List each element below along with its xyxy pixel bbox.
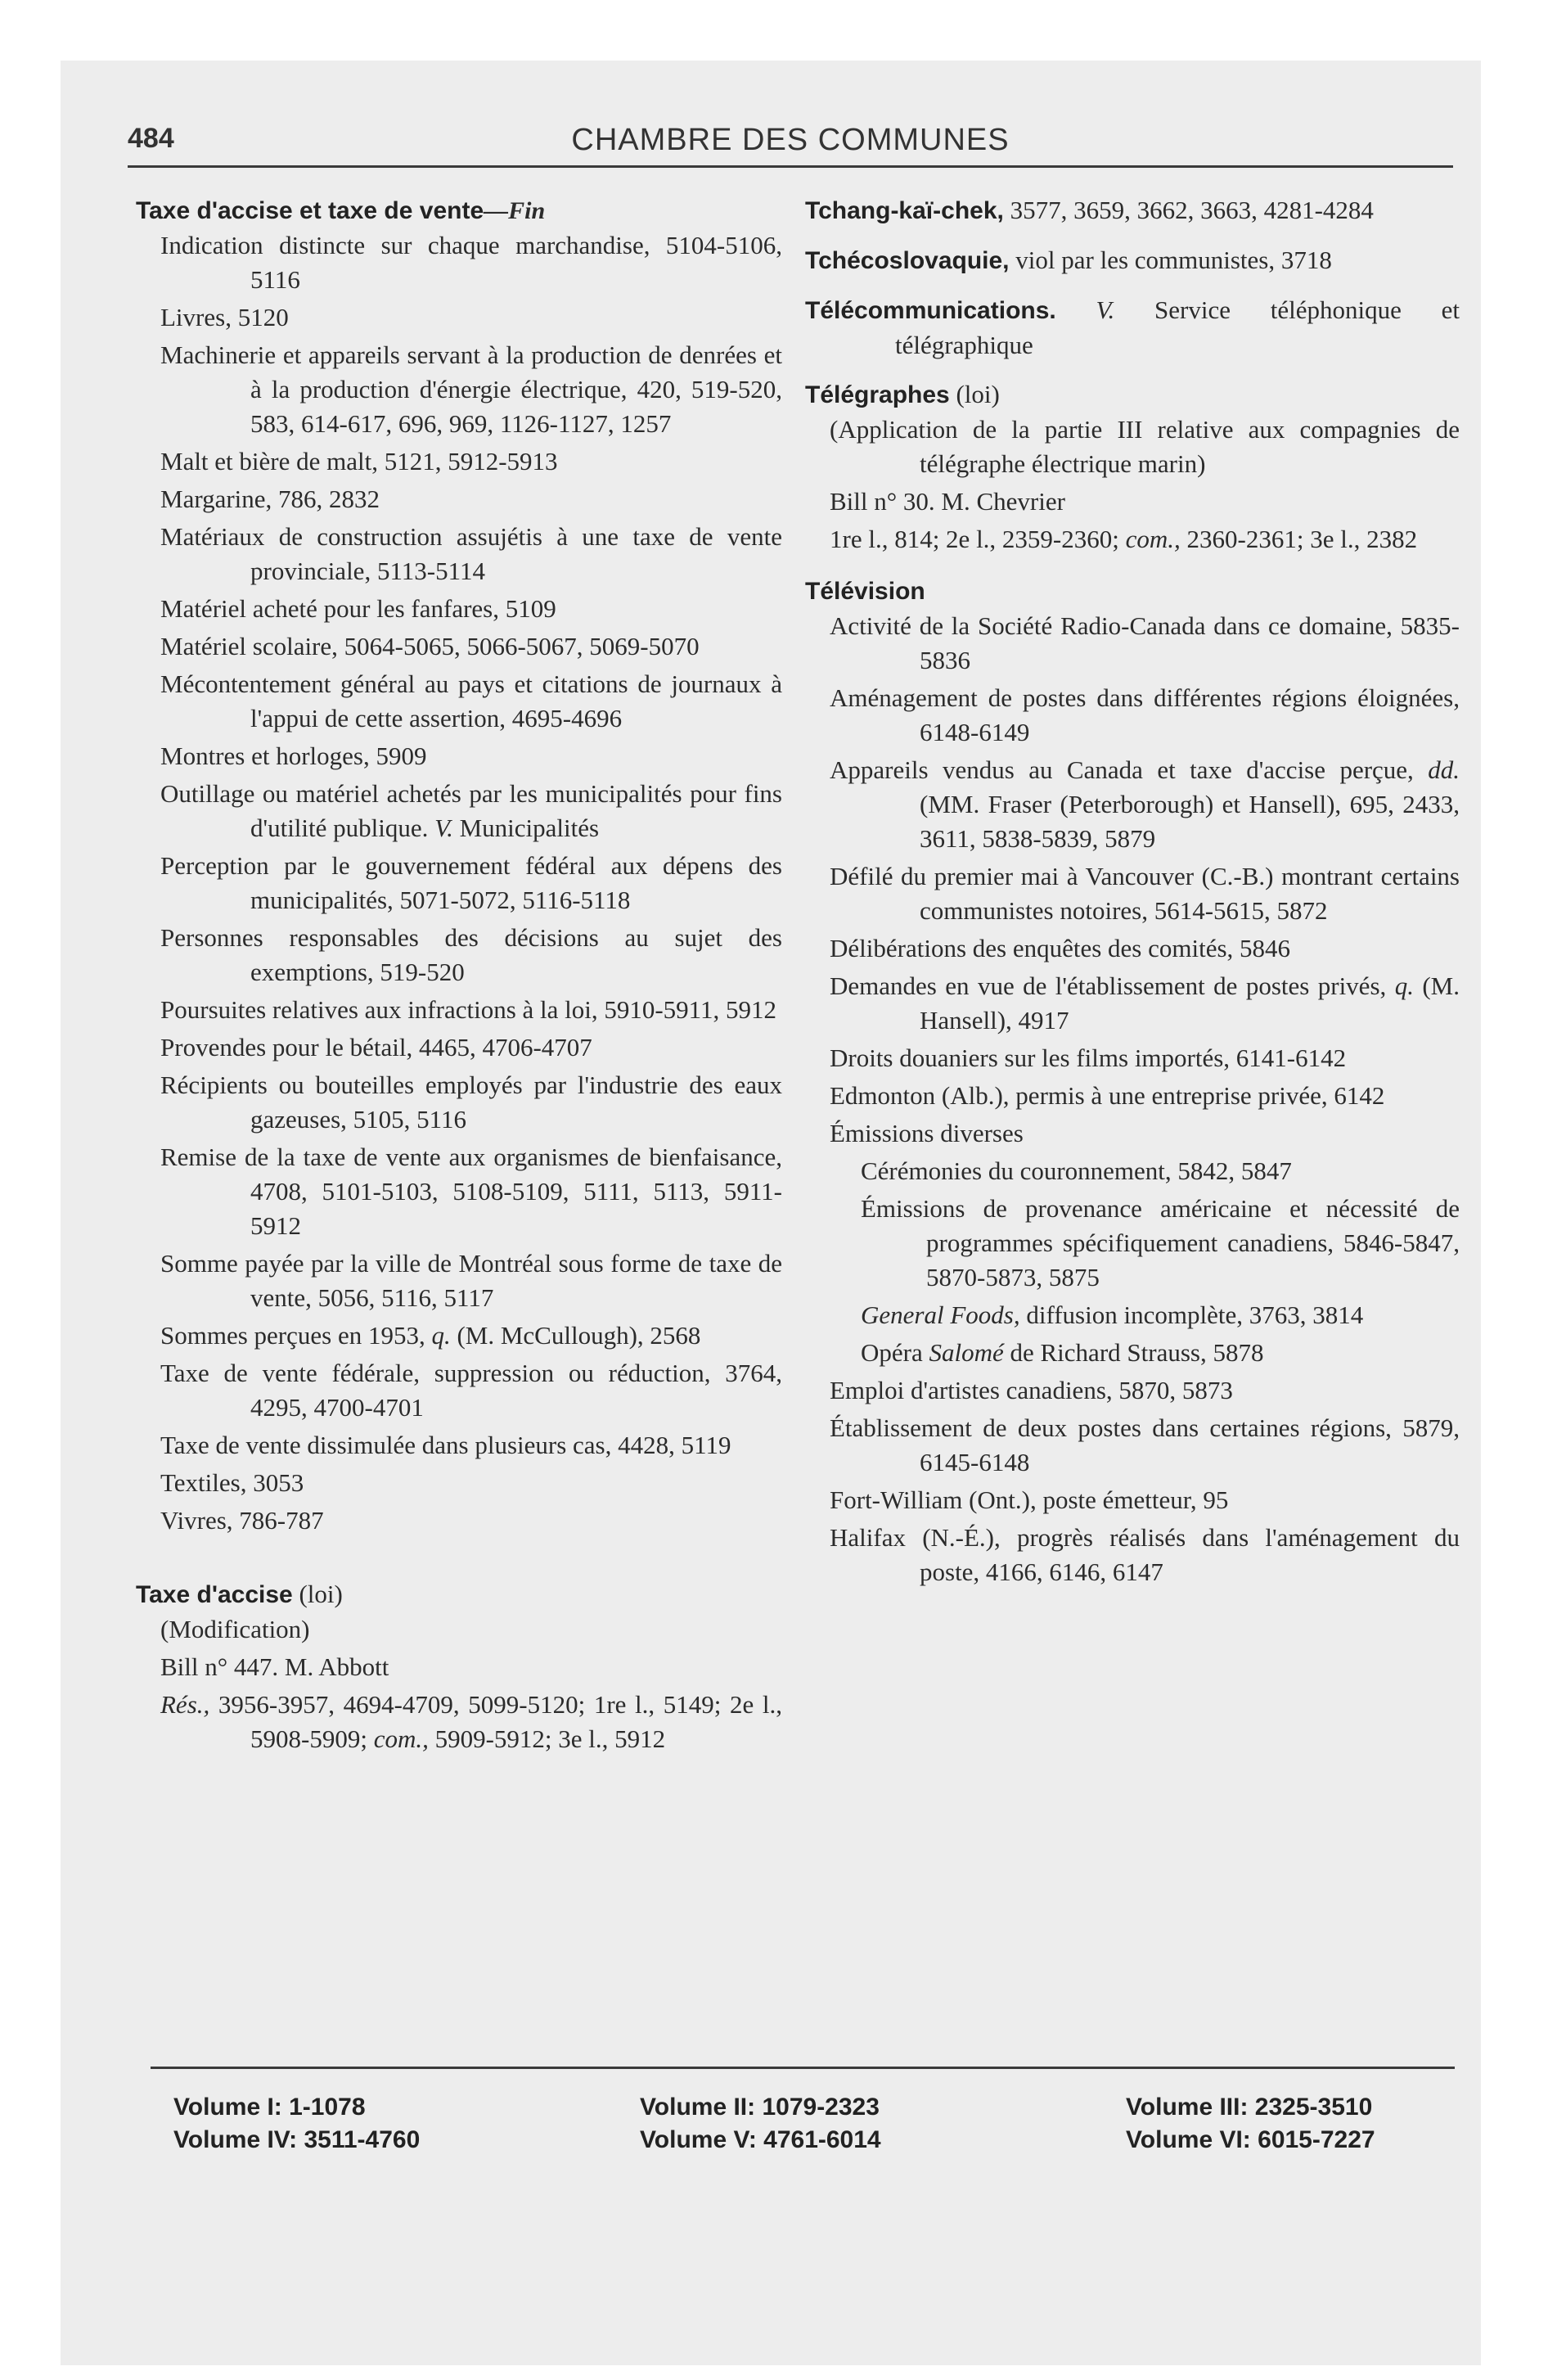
sub-entry-opera [861,1336,1460,1370]
volume-range: Volume V: 4761-6014 [640,2126,881,2153]
application-note: (Application de la partie III relative aux compagnies de télégraphe électrique marin) [830,415,1460,478]
volume-range: Volume IV: 3511-4760 [173,2126,421,2153]
index-entry: Edmonton (Alb.), permis à une entreprise privée, 6142 [830,1081,1385,1110]
heading-text: Tchang-kaï-chek, [805,197,1004,224]
page-number: 484 [128,123,174,154]
heading-text: Taxe d'accise et taxe de vente [136,197,484,224]
index-entry: Taxe de vente fédérale, suppression ou réduction, 3764, 4295, 4700-4701 [160,1359,782,1422]
index-entry-outillage [160,777,782,845]
heading-entry-telecom [805,293,1460,363]
section-heading-taxe-accise-vente [136,193,782,228]
volume-range: Volume II: 1079-2323 [640,2094,880,2121]
entry-text-rest: de Richard Strauss, 5878 [1010,1338,1264,1367]
index-entry: Délibérations des enquêtes des comités, 5846 [830,934,1291,962]
heading-telegraphes [805,377,1460,412]
section-gap [136,1541,782,1577]
left-column [136,193,782,1760]
readings-text: 1re l., 814; 2e l., 2359-2360; [830,525,1119,553]
committee-label: com., [373,1724,429,1753]
entry-text-rest: (M. Hansell), 4917 [920,971,1460,1034]
bill-line: Bill n° 447. M. Abbott [160,1652,389,1681]
volume-range: Volume I: 1-1078 [173,2094,366,2121]
index-entry: Margarine, 786, 2832 [160,485,380,513]
right-column [805,193,1460,1593]
heading-text: Télégraphes [805,381,950,408]
program-title: General Foods, [861,1300,1020,1329]
index-entry: Matériel acheté pour les fanfares, 5109 [160,594,556,623]
index-entry: Droits douaniers sur les films importés, 6141-6142 [830,1044,1347,1072]
entry-text: Appareils vendus au Canada et taxe d'accise perçue, [830,755,1414,784]
question-marker: q. [431,1321,451,1350]
heading-text: Taxe d'accise [136,1581,293,1608]
index-entry: Poursuites relatives aux infractions à la loi, 5910-5911, 5912 [160,995,777,1024]
index-entry: Textiles, 3053 [160,1468,304,1497]
index-entry: Établissement de deux postes dans certaines régions, 5879, 6145-6148 [830,1413,1460,1476]
index-entry: Matériaux de construction assujétis à une taxe de vente provinciale, 5113-5114 [160,522,782,585]
see-reference: Municipalités [459,814,600,842]
index-entry: Malt et bière de malt, 5121, 5912-5913 [160,447,558,476]
heading-continuation: —Fin [484,197,546,224]
committee-label: com., [1125,525,1181,553]
heading-suffix: (loi) [299,1580,343,1608]
index-entry: Activité de la Société Radio-Canada dans ce domaine, 5835-5836 [830,611,1460,674]
index-entry: Somme payée par la ville de Montréal sous forme de taxe de vente, 5056, 5116, 5117 [160,1249,782,1312]
index-entry: Machinerie et appareils servant à la production de denrées et à la production d'énergie électrique, 420, 519-520, 583, 614-617, 696, 969, 1126-1127, 1257 [160,340,782,438]
index-entry: Taxe de vente dissimulée dans plusieurs cas, 4428, 5119 [160,1431,731,1459]
dd-marker: dd. [1428,755,1460,784]
spacer [805,228,1460,243]
sub-entry: Émissions de provenance américaine et nécessité de programmes spécifiquement canadiens, 5846-5847, 5870-5873, 5875 [861,1194,1460,1291]
running-title: CHAMBRE DES COMMUNES [571,123,1010,157]
sub-entry-general-foods [861,1298,1460,1332]
entry-text: Service téléphonique et télégraphique [895,295,1460,359]
entry-text: Opéra [861,1338,923,1367]
index-entry: Défilé du premier mai à Vancouver (C.-B.) montrant certains communistes notoires, 5614-5615, 5872 [830,862,1460,925]
entry-text: Outillage ou matériel achetés par les municipalités pour fins d'utilité publique. [160,779,782,842]
readings-text-2: 2360-2361; 3e l., 2382 [1186,525,1418,553]
heading-television: Télévision [805,578,925,605]
spacer [805,363,1460,377]
opera-title: Salomé [929,1338,1004,1367]
heading-entry-tchang [805,193,1460,228]
heading-suffix: (loi) [956,380,1000,408]
index-entry: Indication distincte sur chaque marchandise, 5104-5106, 5116 [160,231,782,294]
readings-line [160,1688,782,1756]
entry-text-rest: (M. McCullough), 2568 [457,1321,701,1350]
section-heading-taxe-accise-loi [136,1577,782,1612]
heading-text: Tchécoslovaquie, [805,247,1010,274]
see-reference-marker: V. [1096,295,1115,324]
question-marker: q. [1394,971,1414,1000]
entry-text: 3577, 3659, 3662, 3663, 4281-4284 [1010,196,1374,224]
resolution-label: Rés., [160,1690,210,1719]
index-entry: Emploi d'artistes canadiens, 5870, 5873 [830,1376,1233,1404]
entry-text: diffusion incomplète, 3763, 3814 [1026,1300,1364,1329]
index-entry: Personnes responsables des décisions au sujet des exemptions, 519-520 [160,923,782,986]
index-entry-demandes [830,969,1460,1038]
heading-text: Télécommunications. [805,297,1056,324]
index-entry: Perception par le gouvernement fédéral aux dépens des municipalités, 5071-5072, 5116-5118 [160,851,782,914]
index-entry-appareils [830,753,1460,856]
modification-label: (Modification) [160,1615,310,1643]
see-reference-marker: V. [434,814,453,842]
spacer [805,278,1460,293]
bill-line: Bill n° 30. M. Chevrier [830,487,1065,516]
index-entry: Matériel scolaire, 5064-5065, 5066-5067, 5069-5070 [160,632,700,660]
volume-range: Volume VI: 6015-7227 [1126,2126,1375,2153]
entry-text: Sommes perçues en 1953, [160,1321,425,1350]
entry-text: Demandes en vue de l'établissement de postes privés, [830,971,1387,1000]
index-entry: Provendes pour le bétail, 4465, 4706-4707 [160,1033,592,1062]
index-entry: Remise de la taxe de vente aux organismes de bienfaisance, 4708, 5101-5103, 5108-5109, 5111, 5113, 5911-5912 [160,1143,782,1240]
index-entry: Émissions diverses [830,1119,1024,1147]
index-entry: Fort-William (Ont.), poste émetteur, 95 [830,1485,1229,1514]
index-entry: Récipients ou bouteilles employés par l'industrie des eaux gazeuses, 5105, 5116 [160,1071,782,1134]
readings-line [830,522,1460,557]
sub-entry: Cérémonies du couronnement, 5842, 5847 [861,1156,1292,1185]
index-entry: Aménagement de postes dans différentes régions éloignées, 6148-6149 [830,683,1460,746]
entry-text-rest: (MM. Fraser (Peterborough) et Hansell), 695, 2433, 3611, 5838-5839, 5879 [920,790,1460,853]
page-header [128,123,1453,172]
index-entry: Halifax (N.-É.), progrès réalisés dans l'aménagement du poste, 4166, 6146, 6147 [830,1523,1460,1586]
volume-range: Volume III: 2325-3510 [1126,2094,1373,2121]
index-entry: Livres, 5120 [160,303,289,331]
heading-entry-tcheco [805,243,1460,278]
index-entry: Vivres, 786-787 [160,1506,324,1535]
index-entry: Mécontentement général au pays et citations de journaux à l'appui de cette assertion, 4695-4696 [160,669,782,732]
footer-rule [151,2067,1455,2069]
index-entry-sommes [160,1318,782,1353]
spacer [805,560,1460,575]
header-rule [128,165,1453,168]
readings-text: 3956-3957, 4694-4709, 5099-5120; 1re l., 5149; 2e l., 5908-5909; [218,1690,783,1753]
index-entry: Montres et horloges, 5909 [160,741,427,770]
readings-text-2: 5909-5912; 3e l., 5912 [434,1724,666,1753]
entry-text: viol par les communistes, 3718 [1015,246,1332,274]
